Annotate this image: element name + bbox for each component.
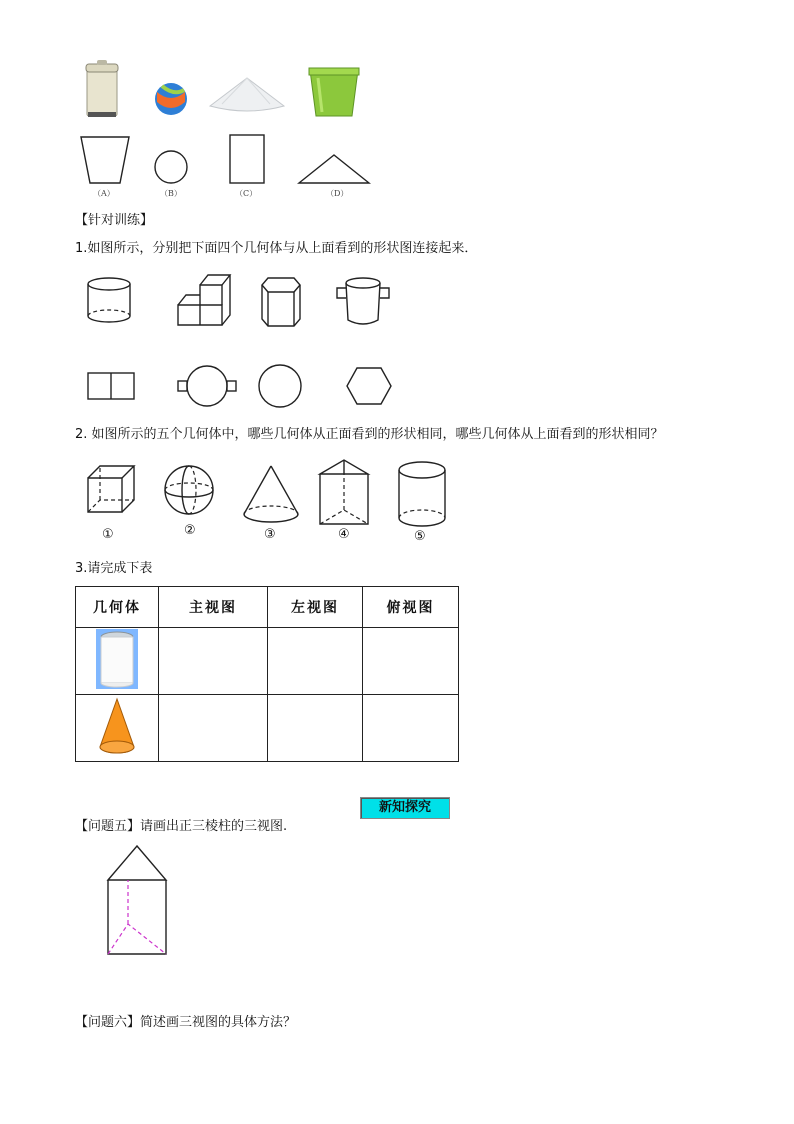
- cone-left-view-cell[interactable]: [268, 695, 363, 762]
- triangle-shape: [298, 154, 370, 184]
- header-top-view: 俯视图: [363, 587, 459, 628]
- hexagonal-prism-solid: [260, 276, 302, 328]
- practice-heading: 【针对训练】: [75, 213, 154, 228]
- views-table: [75, 586, 459, 762]
- label-c: （C）: [235, 189, 258, 198]
- triangular-prism-figure: [106, 844, 168, 956]
- can-front-view-cell[interactable]: [159, 628, 268, 695]
- label-5: ⑤: [414, 529, 426, 544]
- cone-solid: [242, 464, 300, 524]
- sphere-solid: [163, 462, 215, 520]
- label-2: ②: [184, 523, 196, 538]
- trapezoid-shape: [80, 136, 130, 184]
- orange-cone-image: [97, 697, 137, 755]
- cylinder-solid: [86, 276, 132, 326]
- can-left-view-cell[interactable]: [268, 628, 363, 695]
- problem-6: 【问题六】简述画三视图的具体方法？: [75, 1015, 297, 1030]
- two-squares-view: [87, 372, 135, 400]
- triangular-prism-solid: [318, 458, 372, 528]
- label-4: ④: [338, 527, 350, 542]
- rectangle-shape: [229, 134, 265, 184]
- circle-shape: [154, 150, 188, 184]
- cone-cell: [76, 695, 159, 762]
- label-d: （D）: [326, 189, 349, 198]
- trash-can-image: [84, 58, 120, 118]
- cylinder-solid-2: [396, 460, 448, 528]
- cube-solid: [86, 464, 136, 526]
- can-top-view-cell[interactable]: [363, 628, 459, 695]
- hexagon-view: [345, 366, 393, 406]
- cup-solid: [334, 276, 392, 328]
- label-a: （A）: [93, 189, 115, 198]
- label-1: ①: [102, 527, 114, 542]
- label-3: ③: [264, 527, 276, 542]
- question-1: 1.如图所示，分别把下面四个几何体与从上面看到的形状图连接起来．: [75, 241, 478, 256]
- question-2: 2. 如图所示的五个几何体中，哪些几何体从正面看到的形状相同，哪些几何体从上面看到的形状相同？: [75, 427, 664, 442]
- problem-5: 【问题五】请画出正三棱柱的三视图.: [75, 819, 288, 834]
- cone-hat-image: [208, 76, 286, 114]
- header-solid: 几何体: [76, 587, 159, 628]
- cone-top-view-cell[interactable]: [363, 695, 459, 762]
- ball-image: [154, 82, 188, 116]
- can-cell: [76, 628, 159, 695]
- new-knowledge-badge: 新知探究: [360, 797, 450, 819]
- flower-pot-image: [308, 66, 360, 118]
- cone-front-view-cell[interactable]: [159, 695, 268, 762]
- stacked-cubes-solid: [176, 273, 232, 327]
- circle-with-handles-view: [176, 364, 238, 408]
- header-left-view: 左视图: [268, 587, 363, 628]
- header-front-view: 主视图: [159, 587, 268, 628]
- can-image: [94, 629, 140, 689]
- label-b: （B）: [160, 189, 182, 198]
- question-3: 3.请完成下表: [75, 561, 153, 576]
- circle-view: [258, 364, 302, 408]
